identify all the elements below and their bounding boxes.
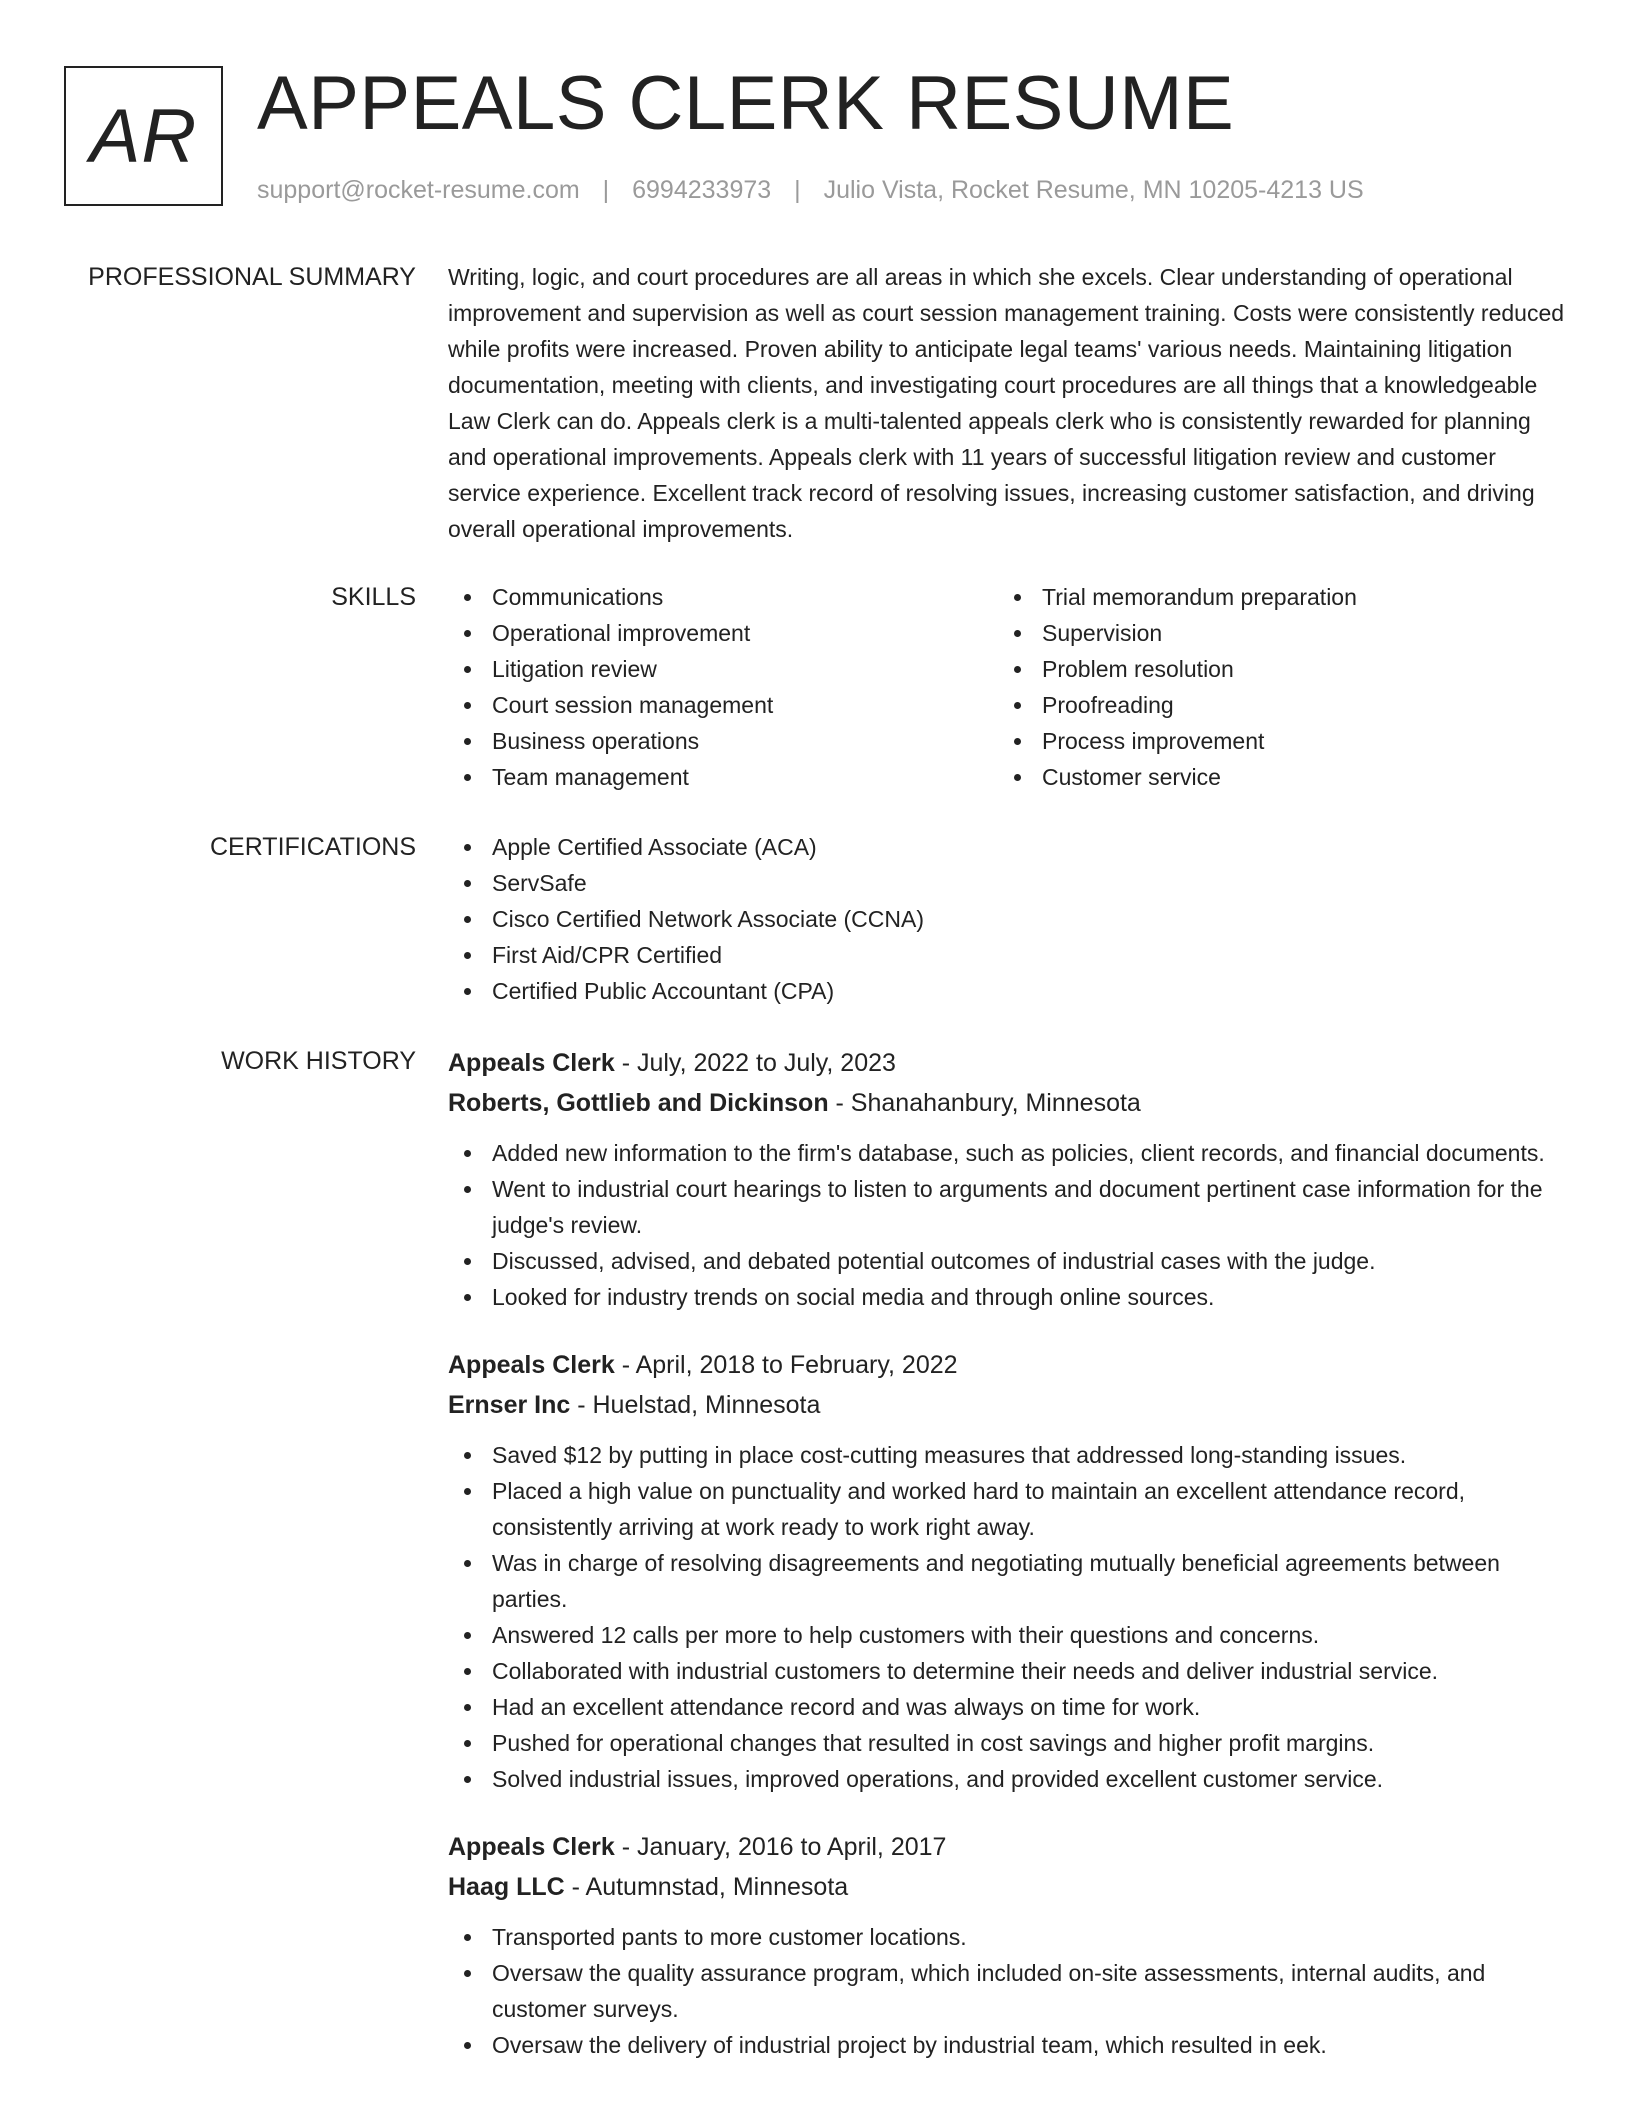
job-duty-item: Saved $12 by putting in place cost-cutting measures that addressed long-standing issues. — [448, 1437, 1568, 1473]
skills-list-right — [998, 579, 1558, 795]
job-duty-item: Collaborated with industrial customers to determine their needs and deliver industrial service. — [448, 1653, 1568, 1689]
job-duties-list — [448, 1135, 1568, 1315]
skill-item: Business operations — [448, 723, 998, 759]
job-company: Roberts, Gottlieb and Dickinson — [448, 1089, 829, 1117]
skill-item: Trial memorandum preparation — [998, 579, 1558, 615]
job-duty-item: Placed a high value on punctuality and worked hard to maintain an excellent attendance record, consistently arriving at work ready to work right away. — [448, 1473, 1568, 1545]
job-entry — [448, 1827, 1568, 2063]
job-location: - Huelstad, Minnesota — [570, 1391, 821, 1419]
summary-body — [448, 259, 1568, 547]
job-title-line — [448, 1827, 1568, 1867]
job-duty-item: Looked for industry trends on social media and through online sources. — [448, 1279, 1568, 1315]
job-company-line — [448, 1385, 1568, 1425]
job-company: Ernser Inc — [448, 1391, 571, 1419]
skill-item: Communications — [448, 579, 998, 615]
work-history-body — [448, 1043, 1568, 2093]
skill-item: Operational improvement — [448, 615, 998, 651]
summary-heading: PROFESSIONAL SUMMARY — [88, 263, 416, 291]
certification-item: ServSafe — [448, 865, 1568, 901]
job-duty-item: Oversaw the delivery of industrial project by industrial team, which resulted in eek. — [448, 2027, 1568, 2063]
job-duty-item: Pushed for operational changes that resulted in cost savings and higher profit margins. — [448, 1725, 1568, 1761]
job-duty-item: Answered 12 calls per more to help customers with their questions and concerns. — [448, 1617, 1568, 1653]
certifications-body — [448, 829, 1568, 1009]
job-dates: - January, 2016 to April, 2017 — [614, 1833, 947, 1861]
work-history-heading: WORK HISTORY — [221, 1047, 416, 1075]
skill-item: Proofreading — [998, 687, 1558, 723]
skill-item: Team management — [448, 759, 998, 795]
job-title: Appeals Clerk — [448, 1833, 615, 1861]
job-dates: - April, 2018 to February, 2022 — [614, 1351, 958, 1379]
contact-separator: | — [602, 176, 610, 204]
job-title-line — [448, 1043, 1568, 1083]
skill-item: Court session management — [448, 687, 998, 723]
job-company: Haag LLC — [448, 1873, 565, 1901]
job-duty-item: Solved industrial issues, improved operations, and provided excellent customer service. — [448, 1761, 1568, 1797]
resume-title: APPEALS CLERK RESUME — [257, 61, 1235, 146]
job-location: - Shanahanbury, Minnesota — [828, 1089, 1141, 1117]
certification-item: Certified Public Accountant (CPA) — [448, 973, 1568, 1009]
monogram-logo — [64, 66, 223, 206]
job-duty-item: Transported pants to more customer locations. — [448, 1919, 1568, 1955]
job-duties-list — [448, 1919, 1568, 2063]
job-location: - Autumnstad, Minnesota — [564, 1873, 849, 1901]
certification-item: Apple Certified Associate (ACA) — [448, 829, 1568, 865]
job-duty-item: Was in charge of resolving disagreements and negotiating mutually beneficial agreements between parties. — [448, 1545, 1568, 1617]
job-duty-item: Oversaw the quality assurance program, which included on-site assessments, internal audits, and customer surveys. — [448, 1955, 1568, 2027]
job-duty-item: Went to industrial court hearings to listen to arguments and document pertinent case information for the judge's review. — [448, 1171, 1568, 1243]
job-duty-item: Added new information to the firm's database, such as policies, client records, and financial documents. — [448, 1135, 1568, 1171]
job-entry — [448, 1345, 1568, 1797]
skill-item: Problem resolution — [998, 651, 1558, 687]
certifications-list — [448, 829, 1568, 1009]
job-company-line — [448, 1083, 1568, 1123]
skills-columns — [448, 579, 1568, 795]
job-dates: - July, 2022 to July, 2023 — [614, 1049, 896, 1077]
monogram-text: AR — [89, 93, 198, 179]
certification-item: First Aid/CPR Certified — [448, 937, 1568, 973]
skills-list-left — [448, 579, 998, 795]
contact-address: Julio Vista, Rocket Resume, MN 10205-4213 US — [823, 176, 1364, 204]
certifications-heading: CERTIFICATIONS — [209, 833, 416, 861]
contact-email: support@rocket-resume.com — [257, 176, 580, 204]
summary-text: Writing, logic, and court procedures are all areas in which she excels. Clear understanding of operational improvement and supervision as well as court session management training. Costs were consistently reduced while profits were increased. Proven ability to anticipate legal teams' various needs. Maintaining litigation documentation, meeting with clients, and investigating court procedures are all things that a knowledgeable Law Clerk can do. Appeals clerk is a multi-talented appeals clerk who is consistently rewarded for planning and operational improvements. Appeals clerk with 11 years of successful litigation review and customer service experience. Excellent track record of resolving issues, increasing customer satisfaction, and driving overall operational improvements. — [448, 264, 1565, 542]
job-company-line — [448, 1867, 1568, 1907]
contact-separator: | — [794, 176, 801, 204]
job-duty-item: Had an excellent attendance record and was always on time for work. — [448, 1689, 1568, 1725]
skill-item: Supervision — [998, 615, 1558, 651]
skill-item: Customer service — [998, 759, 1558, 795]
job-duties-list — [448, 1437, 1568, 1797]
contact-line — [257, 172, 1364, 208]
skill-item: Litigation review — [448, 651, 998, 687]
skills-heading: SKILLS — [331, 583, 416, 611]
job-duty-item: Discussed, advised, and debated potential outcomes of industrial cases with the judge. — [448, 1243, 1568, 1279]
skill-item: Process improvement — [998, 723, 1558, 759]
job-title-line — [448, 1345, 1568, 1385]
job-entry — [448, 1043, 1568, 1315]
job-title: Appeals Clerk — [448, 1049, 615, 1077]
skills-body — [448, 579, 1568, 795]
contact-phone: 6994233973 — [632, 176, 772, 204]
job-title: Appeals Clerk — [448, 1351, 615, 1379]
certification-item: Cisco Certified Network Associate (CCNA) — [448, 901, 1568, 937]
